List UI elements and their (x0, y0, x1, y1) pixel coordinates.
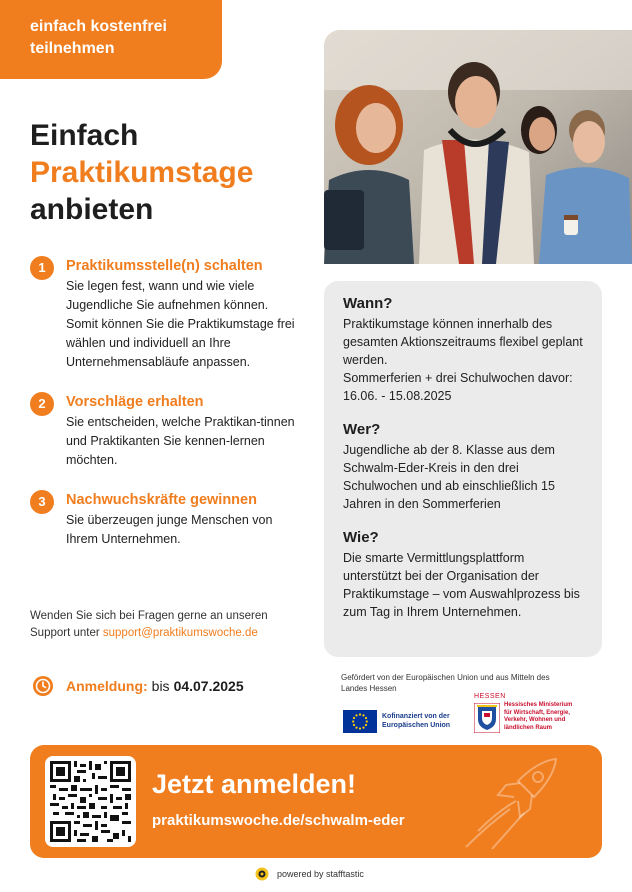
qr-code[interactable] (45, 756, 136, 847)
step-text-1: Sie legen fest, wann und wie viele Jugendliche Sie aufnehmen können. Somit können Sie die Praktikumstage frei wählen und individuell an Ihre Unternehmensabläufe anpassen. (66, 279, 295, 369)
step-number-1: 1 (30, 256, 54, 280)
step-title-2: Vorschläge erhalten (66, 394, 204, 410)
support-text: Wenden Sie sich bei Fragen gerne an unseren Support unter (30, 610, 268, 639)
rocket-icon (458, 751, 568, 851)
step-3 (30, 489, 300, 549)
eu-logo (343, 710, 457, 733)
step-text-3: Sie überzeugen junge Menschen von Ihrem Unternehmen. (66, 513, 273, 546)
support-email-link[interactable]: support@praktikumswoche.de (102, 627, 258, 639)
headline-line-2: Praktikumstage (30, 156, 254, 189)
info-who (343, 420, 586, 513)
cta-url-link[interactable]: praktikumswoche.de/schwalm-eder (152, 812, 405, 829)
info-how-text: Die smarte Vermittlungsplattform unterstützt bei der Organisation der Praktikumstage – vom Auswahlprozess bis zum Tag in Ihrem Unternehmen. (343, 551, 580, 619)
step-2 (30, 391, 300, 470)
step-title-3: Nachwuchskräfte gewinnen (66, 492, 257, 508)
hessen-word: HESSEN (474, 693, 506, 700)
funding-note: Gefördert von der Europäischen Union und aus Mitteln des Landes Hessen (341, 673, 550, 693)
registration-until: bis (151, 678, 170, 694)
page-headline (30, 117, 253, 228)
clock-icon (32, 675, 54, 697)
info-who-text: Jugendliche ab der 8. Klasse aus dem Schwalm-Eder-Kreis in den drei Schulwochen und ab einschließlich 15 Jahren in den Sommerferien (343, 443, 555, 511)
powered-by (255, 867, 364, 881)
free-participation-badge (0, 0, 222, 79)
info-panel (324, 281, 602, 657)
registration-date: 04.07.2025 (173, 678, 244, 694)
powered-by-text: powered by stafftastic (277, 869, 364, 879)
register-banner[interactable] (30, 745, 602, 858)
info-when-text-2: Sommerferien + drei Schulwochen davor: 16.06. - 15.08.2025 (343, 371, 573, 403)
step-title-1: Praktikumsstelle(n) schalten (66, 258, 263, 274)
eu-logo-text: Kofinanziert von der Europäischen Union (382, 713, 451, 729)
info-when (343, 294, 586, 405)
stafftastic-logo-icon (255, 867, 269, 881)
funding-section (341, 673, 621, 731)
step-text-2: Sie entscheiden, welche Praktikan-tinnen und Praktikanten Sie kennen-lernen möchten. (66, 415, 295, 467)
step-number-3: 3 (30, 490, 54, 514)
registration-deadline (32, 675, 244, 697)
support-note (30, 608, 300, 642)
step-number-2: 2 (30, 392, 54, 416)
steps-list (30, 255, 300, 568)
info-when-title: Wann? (343, 295, 393, 312)
hessen-crest-icon (474, 703, 500, 733)
registration-label: Anmeldung: (66, 678, 148, 694)
hessen-ministry-text: Hessisches Ministerium für Wirtschaft, Energie, Verkehr, Wohnen und ländlichen Raum (504, 702, 573, 731)
info-how (343, 528, 586, 621)
info-how-title: Wie? (343, 529, 379, 546)
hessen-logo (474, 694, 580, 733)
headline-line-1: Einfach (30, 119, 139, 152)
info-when-text: Praktikumstage können innerhalb des gesamten Aktionszeitraums flexibel geplant werden. (343, 317, 583, 367)
cta-title[interactable]: Jetzt anmelden! (152, 769, 357, 799)
headline-line-3: anbieten (30, 193, 154, 226)
students-photo (324, 30, 632, 264)
step-1 (30, 255, 300, 372)
eu-flag-icon (343, 710, 377, 733)
info-who-title: Wer? (343, 421, 381, 438)
badge-line-1: einfach kostenfrei (30, 18, 167, 35)
badge-line-2: teilnehmen (30, 40, 115, 57)
